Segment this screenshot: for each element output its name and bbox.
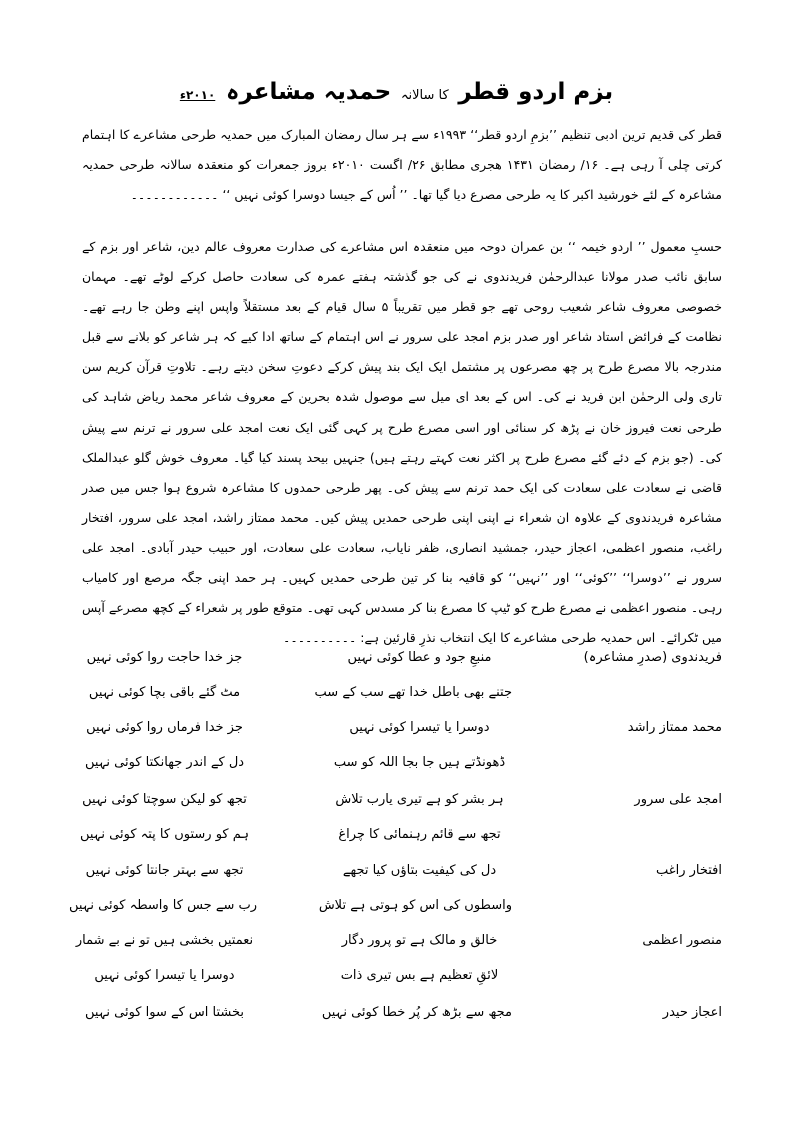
first-hemistich: تجھ سے قائم رہنمائی کا چراغ xyxy=(338,827,501,842)
second-hemistich: رب سے جس کا واسطہ کوئی نہیں xyxy=(68,898,257,913)
second-hemistich: تجھ کو لیکن سوچتا کوئی نہیں xyxy=(82,792,247,807)
second-hemistich: مٹ گئے باقی بچا کوئی نہیں xyxy=(88,685,241,700)
title-event: حمدیہ مشاعرہ xyxy=(225,79,392,105)
verse-row xyxy=(79,827,722,859)
second-hemistich: بخشتا اس کے سوا کوئی نہیں xyxy=(84,1005,245,1020)
intro-paragraph: قطر کی قدیم ترین ادبی تنظیم ’’بزمِ اردو قطر‘‘ ۱۹۹۳ء سے ہر سال رمضان المبارک میں حمدیہ طرحی مشاعرے کا اہتمام کرتی چلی آ رہی ہے۔ ۱۶/ رمضان ۱۴۳۱ ھجری مطابق ۲۶/ اگست ۲۰۱۰ء بروز جمعرات کو منعقدہ سالانہ طرحی حمدیہ مشاعرہ کے لئے خورشید اکبر کا یہ طرحی مصرع دیا گیا تھا۔ ’’ اُس کے جیسا دوسرا کوئی نہیں ‘‘ ۔۔۔۔۔۔۔۔۔۔۔۔ xyxy=(82,127,723,203)
second-hemistich: دل کے اندر جھانکتا کوئی نہیں xyxy=(84,755,245,770)
report-paragraph: حسبِ معمول ’’ اردو خیمہ ‘‘ بن عمران دوحہ میں منعقدہ اس مشاعرے کی صدارت معروف عالم دین، شاعر اور بزم کے سابق نائب صدر مولانا عبدالرحمٰن فریدندوی نے کی جو گذشتہ ہفتے عمرہ کی سعادت حاصل کرکے لوٹے تھے۔ مہمان خصوصی معروف شاعر شعیب روحی تھے جو قطر میں تقریباً ۵ سال قیام کے بعد مستقلاً واپس اپنے وطن جا رہے تھے۔ نظامت کے فرائض استاد شاعر اور صدر بزم امجد علی سرور نے اس اہتمام کے ساتھ ادا کیے کہ ہر شاعر کو بلانے سے قبل مندرجہ بالا مصرع طرح پر چھ مصرعوں پر مشتمل ایک ایک بند پیش کرکے دعوتِ سخن دیتے رہے۔ تلاوتِ قرآن کریم سن تاری ولی الرحمٰن ابن فرید نے کی۔ اس کے بعد ای میل سے موصول شدہ بحرین کے معروف شاعر محمد ریاض شاہد کی طرحی نعت فیروز خان نے پڑھ کر سنائی اور اسی مصرع طرح پر کہی گئی ایک نعت امجد علی سرور نے ترنم سے پیش کی۔ (جو بزم کے دئے گئے مصرع طرح پر اکثر نعت کہتے رہتے ہیں) جنہیں بیحد پسند کیا گیا۔ معروف خوش گلو عبدالملک قاضی نے سعادت علی سعادت کی ایک حمد ترنم سے پیش کی۔ پھر طرحی حمدوں کا مشاعرہ شروع ہوا جس میں صدر مشاعرہ فریدندوی کے علاوہ ان شعراء نے اپنی اپنی طرحی حمدیں پیش کیں۔ محمد ممتاز راشد، امجد علی سرور، افتخار راغب، منصور اعظمی، اعجاز حیدر، جمشید انصاری، ظفر نایاب، سعادت علی سعادت، اور حبیب حیدر آبادی۔ امجد علی سرور نے ’’دوسرا‘‘ ’’کوئی‘‘ اور ’’نہیں‘‘ کو قافیہ بنا کر تین طرحی حمدیں کہیں۔ ہر حمد اپنی جگہ مرصع اور کامیاب رہی۔ منصور اعظمی نے مصرع طرح کو ٹیپ کا مصرع بنا کر مسدس کہی تھی۔ متوقع طور پر شعراء کے کچھ مصرعے آپس میں ٹکرائے۔ اس حمدیہ طرحی مشاعرے کا ایک انتخاب نذرِ قارئین ہے: ۔۔۔۔۔۔۔۔۔۔ xyxy=(82,239,723,646)
first-hemistich: دل کی کیفیت بتاؤں کیا تجھے xyxy=(342,863,497,878)
first-hemistich: دوسرا یا تیسرا کوئی نہیں xyxy=(349,720,490,735)
verse-row xyxy=(82,863,722,895)
poet-name: امجد علی سرور xyxy=(634,792,722,807)
title-org: بزم اردو قطر xyxy=(458,79,614,105)
second-hemistich: نعمتیں بخشی ہیں تو نے بے شمار xyxy=(75,933,254,948)
first-hemistich: ڈھونڈتے ہیں جا بجا اللہ کو سب xyxy=(333,755,506,770)
first-hemistich: جتنے بھی باطل خدا تھے سب کے سب xyxy=(314,685,512,700)
verse-row xyxy=(82,968,722,1000)
verse-row xyxy=(82,792,722,824)
second-hemistich: جز خدا فرماں روا کوئی نہیں xyxy=(86,720,243,735)
second-hemistich: ہم کو رستوں کا پتہ کوئی نہیں xyxy=(79,827,250,842)
verse-row xyxy=(82,685,722,717)
verse-row xyxy=(82,650,722,682)
poet-name: محمد ممتاز راشد xyxy=(627,720,722,735)
first-hemistich: منبعِ جود و عطا کوئی نہیں xyxy=(347,650,492,665)
first-hemistich: لائقِ تعظیم ہے بس تیری ذات xyxy=(340,968,499,983)
poet-name: فریدندوی (صدرِ مشاعرہ) xyxy=(583,650,722,665)
verse-row xyxy=(68,898,722,930)
first-hemistich: مجھ سے بڑھ کر پُر خطا کوئی نہیں xyxy=(321,1005,512,1020)
verse-row xyxy=(75,933,722,965)
first-hemistich: ہر بشر کو ہے تیری یارب تلاش xyxy=(335,792,504,807)
second-hemistich: تجھ سے بہتر جانتا کوئی نہیں xyxy=(85,863,244,878)
verse-row xyxy=(82,755,722,787)
poet-name: اعجاز حیدر xyxy=(662,1005,722,1020)
verse-row xyxy=(82,720,722,752)
poet-name: افتخار راغب xyxy=(656,863,722,878)
first-hemistich: خالق و مالک ہے تو پرور دگار xyxy=(341,933,498,948)
page-title xyxy=(0,78,793,110)
second-hemistich: دوسرا یا تیسرا کوئی نہیں xyxy=(94,968,235,983)
first-hemistich: واسطوں کی اس کو ہوتی ہے تلاش xyxy=(318,898,512,913)
verse-row xyxy=(82,1005,722,1037)
title-connector: کا سالانہ xyxy=(400,88,449,103)
second-hemistich: جز خدا حاجت روا کوئی نہیں xyxy=(86,650,243,665)
poet-name: منصور اعظمی xyxy=(642,933,722,948)
title-year: ۲۰۱۰ء xyxy=(179,88,216,102)
